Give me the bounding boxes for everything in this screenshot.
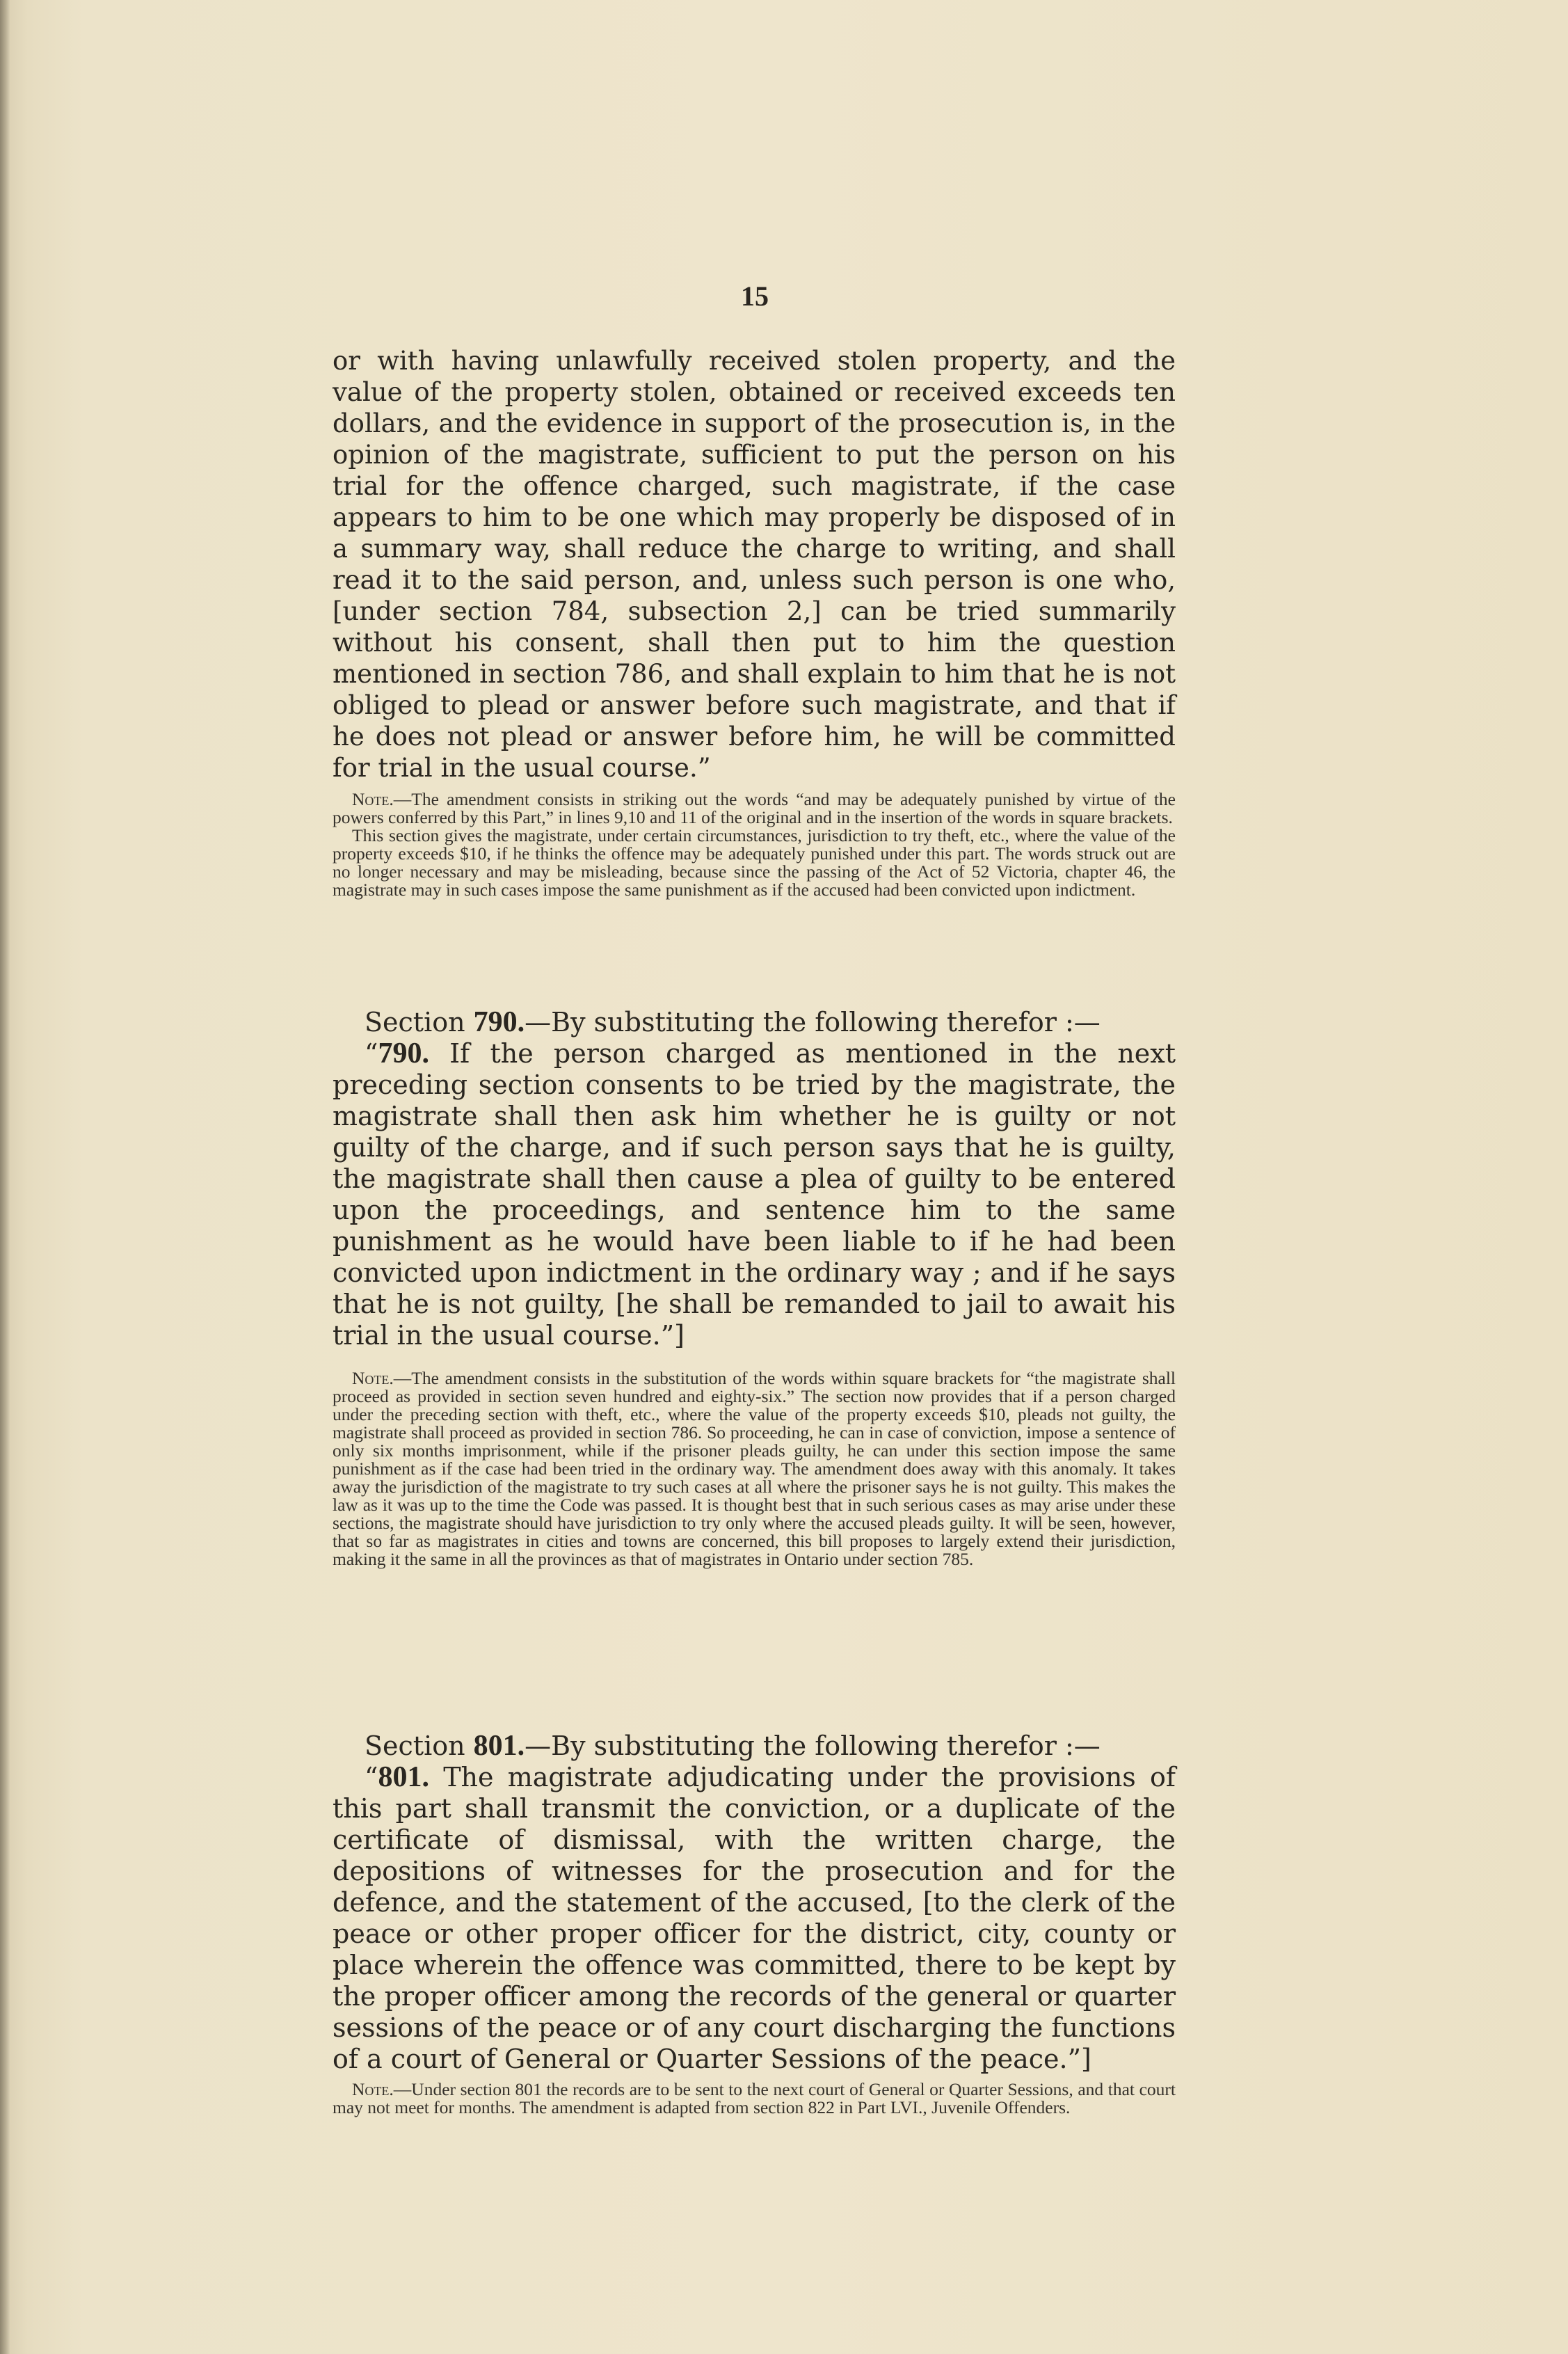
note-paragraph bbox=[333, 790, 1176, 827]
quote-section-number: 801. bbox=[378, 1761, 429, 1793]
note-continuation: This section gives the magistrate, under certain circumstances, jurisdiction to try theft, etc., where the value of the property exceeds $10, if he thinks the offence may be adequately punished under this part. The words struck out are no longer necessary and may be misleading, because since the passing of the Act of 52 Victoria, chapter 46, the magistrate may in such cases impose the same punishment as if the accused had been convicted upon indictment. bbox=[333, 825, 1176, 900]
note-section-790 bbox=[333, 1369, 1176, 1568]
opening-paragraph: or with having unlawfully received stolen property, and the value of the property stolen, obtained or received exceeds ten dollars, and the evidence in support of the prosecution is, in the opinion of the magistrate, sufficient to put the person on his trial for the offence charged, such magistrate, if the case appears to him to be one which may properly be disposed of in a summary way, shall reduce the charge to writing, and shall read it to the said person, and, unless such person is one who, [under section 784, subsection 2,] can be tried summarily without his consent, shall then put to him the question mentioned in section 786, and shall explain to him that he is not obliged to plead or answer before such magistrate, and that if he does not plead or answer before him, he will be committed for trial in the usual course.” bbox=[333, 346, 1176, 783]
note-section-801 bbox=[333, 2081, 1176, 2117]
note-label: Note. bbox=[352, 789, 394, 809]
opening-paragraph-block bbox=[333, 345, 1176, 784]
section-801-block bbox=[333, 1731, 1176, 2075]
section-790-heading bbox=[365, 1007, 1176, 1038]
note-text: —The amendment consists in the substitution of the words within square brackets for “the magistrate shall proceed as provided in section seven hundred and eighty-six.” The section now provides that if a person charged under the preceding section with theft, etc., where the value of the property exceeds $10, pleads not guilty, the magistrate shall proceed as provided in section 786. So proceeding, he can in case of conviction, impose a sentence of only six months imprisonment, while if the prisoner pleads guilty, he can under this section impose the same punishment as if the case had been tried in the ordinary way. The amendment does away with this anomaly. It takes away the jurisdiction of the magistrate to try such cases at all where the prisoner says he is not guilty. This makes the law as it was up to the time the Code was passed. It is thought best that in such serious cases as may arise under these sections, the magistrate should have jurisdiction to try only where the accused pleads guilty. It will be seen, however, that so far as magistrates in cities and towns are concerned, this bill proposes to largely extend their jurisdiction, making it the same in all the provinces as that of magistrates in Ontario under section 785. bbox=[333, 1368, 1176, 1569]
quote-open: “ bbox=[365, 1038, 378, 1069]
quote-open: “ bbox=[365, 1762, 378, 1792]
section-790-text bbox=[333, 1038, 1176, 1351]
note-section-789 bbox=[333, 790, 1176, 899]
page-binding-edge bbox=[0, 0, 10, 2354]
section-heading-prefix: Section bbox=[365, 1731, 474, 1761]
quote-section-number: 790. bbox=[378, 1037, 429, 1069]
note-paragraph bbox=[333, 1369, 1176, 1568]
section-heading-suffix: —By substituting the following therefor :— bbox=[525, 1731, 1101, 1761]
section-790-block bbox=[333, 1007, 1176, 1351]
page-number: 15 bbox=[741, 280, 769, 312]
note-text: —Under section 801 the records are to be sent to the next court of General or Quarter Sessions, and that court may not meet for months. The amendment is adapted from section 822 in Part LVI., Juvenile Offenders. bbox=[333, 2079, 1176, 2117]
section-body-text: The magistrate adjudicating under the provisions of this part shall transmit the conviction, or a duplicate of the certificate of dismissal, with the written charge, the depositions of witnesses for the prosecution and for the defence, and the statement of the accused, [to the clerk of the peace or other proper officer for the district, city, county or place wherein the offence was committed, there to be kept by the proper officer among the records of the general or quarter sessions of the peace or of any court discharging the functions of a court of General or Quarter Sessions of the peace.”] bbox=[333, 1762, 1176, 2074]
section-number: 790. bbox=[473, 1006, 525, 1038]
note-label: Note. bbox=[352, 2079, 394, 2099]
note-text: —The amendment consists in striking out the words “and may be adequately punished by virtue of the powers conferred by this Part,” in lines 9,10 and 11 of the original and in the insertion of the words in square brackets. bbox=[333, 789, 1176, 827]
section-801-heading bbox=[365, 1731, 1176, 1762]
note-paragraph bbox=[333, 2081, 1176, 2117]
section-heading-suffix: —By substituting the following therefor :— bbox=[525, 1007, 1101, 1037]
note-label: Note. bbox=[352, 1368, 394, 1388]
section-heading-prefix: Section bbox=[365, 1007, 474, 1037]
section-body-text: If the person charged as mentioned in the next preceding section consents to be tried by the magistrate, the magistrate shall then ask him whether he is guilty or not guilty of the charge, and if such person says that he is guilty, the magistrate shall then cause a plea of guilty to be entered upon the proceedings, and sentence him to the same punishment as he would have been liable to if he had been convicted upon indictment in the ordinary way ; and if he says that he is not guilty, [he shall be remanded to jail to await his trial in the usual course.”] bbox=[333, 1038, 1176, 1351]
section-801-text bbox=[333, 1762, 1176, 2075]
section-number: 801. bbox=[473, 1730, 525, 1762]
